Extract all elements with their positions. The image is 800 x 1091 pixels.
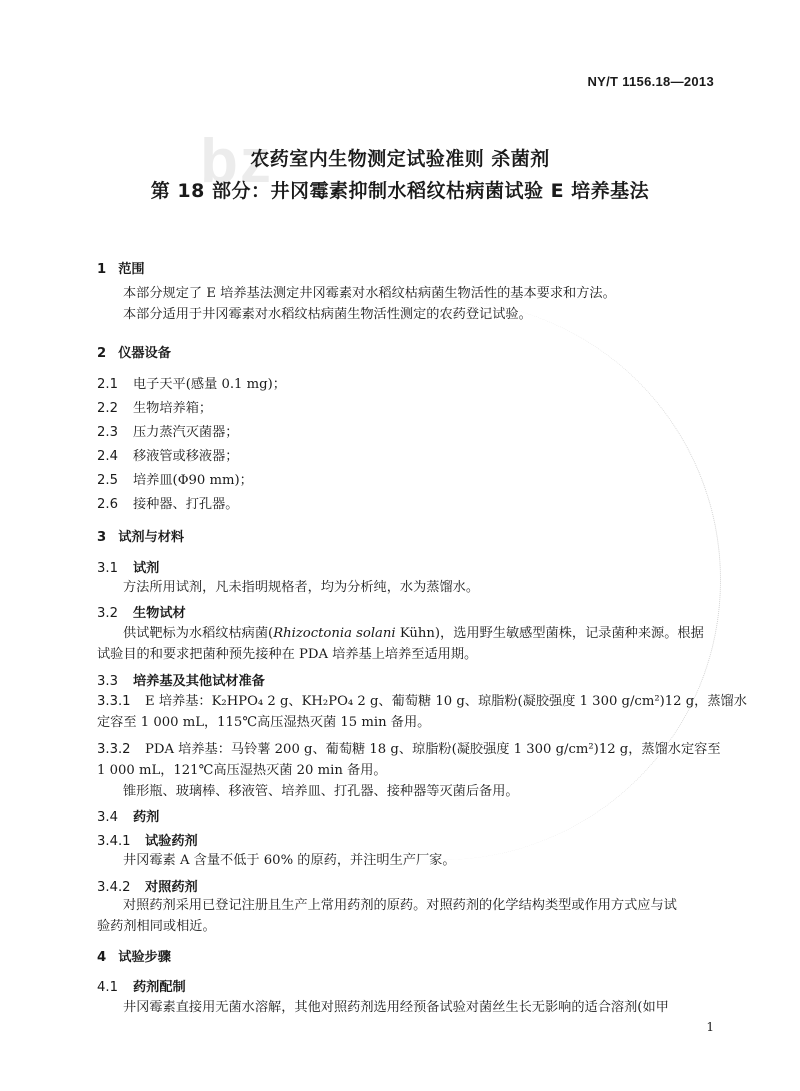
section-number: 1 — [97, 262, 107, 277]
section-label: 仪器设备 — [118, 346, 171, 361]
list-item: 2.3 压力蒸汽灭菌器； — [97, 425, 239, 440]
paragraph: 1 000 mL，121℃高压湿热灭菌 20 min 备用。 — [97, 763, 387, 778]
list-item: 2.2 生物培养箱； — [97, 401, 213, 416]
page-number: 1 — [706, 1020, 714, 1034]
document-title-line1: 农药室内生物测定试验准则 杀菌剂 — [250, 148, 550, 170]
paragraph: 3.3.2 PDA 培养基：马铃薯 200 g、葡萄糖 18 g、琼脂粉(凝胶强度 1 300 g/cm²)12 g，蒸馏水定容至 — [97, 742, 721, 757]
paragraph: 井冈霉素 A 含量不低于 60% 的原药，并注明生产厂家。 — [123, 853, 456, 868]
subsection-3-4-heading: 3.4 药剂 — [97, 810, 160, 825]
section-2-heading — [97, 342, 171, 361]
paragraph: 试验目的和要求把菌种预先接种在 PDA 培养基上培养至适用期。 — [97, 647, 478, 662]
paragraph: 方法所用试剂，凡未指明规格者，均为分析纯，水为蒸馏水。 — [123, 580, 480, 595]
paragraph: 本部分规定了 E 培养基法测定井冈霉素对水稻纹枯病菌生物活性的基本要求和方法。 — [123, 286, 616, 301]
list-item: 2.6 接种器、打孔器。 — [97, 497, 239, 512]
paragraph: 验药剂相同或相近。 — [97, 919, 216, 934]
section-1-heading — [97, 258, 145, 277]
paragraph: 3.3.1 E 培养基：K₂HPO₄ 2 g、KH₂PO₄ 2 g、葡萄糖 10 g、琼脂粉(凝胶强度 1 300 g/cm²)12 g，蒸馏水 — [97, 694, 747, 709]
list-item: 2.5 培养皿(Φ90 mm)； — [97, 473, 253, 488]
subsection-3-2-heading: 3.2 生物试材 — [97, 606, 186, 621]
paragraph: 锥形瓶、玻璃棒、移液管、培养皿、打孔器、接种器等灭菌后备用。 — [123, 784, 519, 799]
paragraph: 对照药剂采用已登记注册且生产上常用药剂的原药。对照药剂的化学结构类型或作用方式应与试 — [123, 898, 677, 913]
standard-code: NY/T 1156.18—2013 — [587, 74, 714, 89]
paragraph: 本部分适用于井冈霉素对水稻纹枯病菌生物活性测定的农药登记试验。 — [123, 307, 532, 322]
watermark: bz — [200, 127, 273, 196]
paragraph: 定容至 1 000 mL，115℃高压湿热灭菌 15 min 备用。 — [97, 715, 431, 730]
document-title-line2: 第 18 部分：井冈霉素抑制水稻纹枯病菌试验 E 培养基法 — [150, 180, 650, 202]
subsection-3-1-heading: 3.1 试剂 — [97, 561, 160, 576]
subsection-3-4-1-heading: 3.4.1 试验药剂 — [97, 834, 198, 849]
section-4-heading — [97, 946, 171, 965]
subsection-3-4-2-heading: 3.4.2 对照药剂 — [97, 880, 198, 895]
list-item: 2.1 电子天平(感量 0.1 mg)； — [97, 377, 286, 392]
section-label: 试验步骤 — [118, 950, 171, 965]
section-label: 范围 — [118, 262, 145, 277]
section-number: 4 — [97, 950, 107, 965]
paragraph: 井冈霉素直接用无菌水溶解，其他对照药剂选用经预备试验对菌丝生长无影响的适合溶剂(如甲 — [123, 1000, 669, 1015]
paragraph: 供试靶标为水稻纹枯病菌(Rhizoctonia solani Kühn)，选用野生敏感型菌株，记录菌种来源。根据 — [123, 626, 704, 641]
section-number: 3 — [97, 530, 107, 545]
section-number: 2 — [97, 346, 107, 361]
subsection-4-1-heading: 4.1 药剂配制 — [97, 980, 186, 995]
subsection-3-3-heading: 3.3 培养基及其他试材准备 — [97, 674, 265, 689]
section-3-heading — [97, 526, 184, 545]
list-item: 2.4 移液管或移液器； — [97, 449, 239, 464]
section-label: 试剂与材料 — [118, 530, 185, 545]
